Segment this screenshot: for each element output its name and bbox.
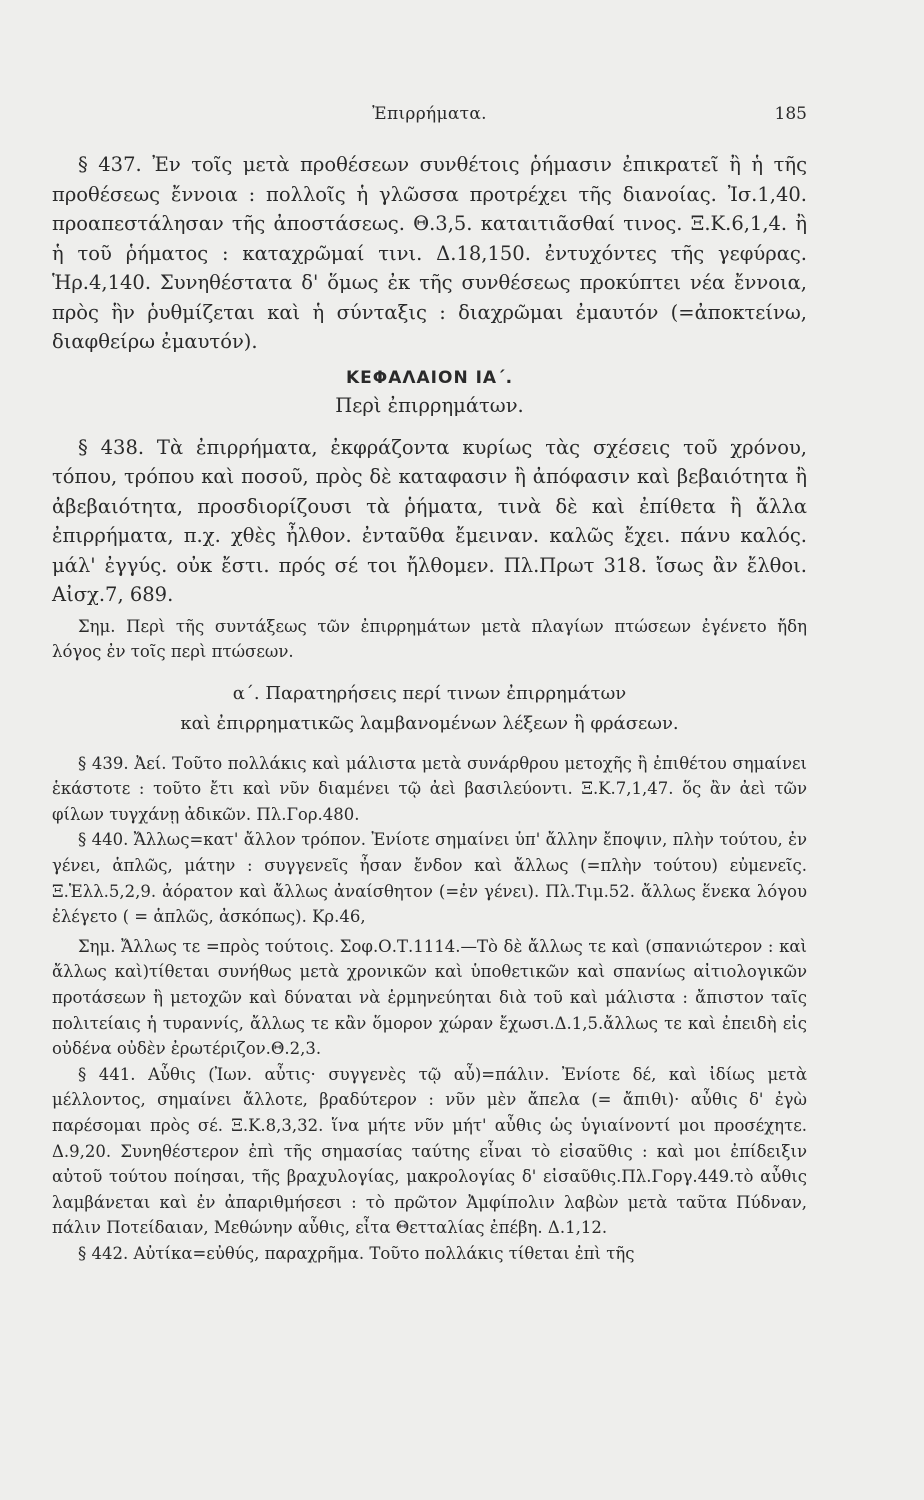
- body-text: [52, 150, 807, 1267]
- paragraph-437: § 437. Ἐν τοῖς μετὰ προθέσεων συνθέτοις ῥήμασιν ἐπικρατεῖ ἢ ἡ τῆς προθέσεως ἔννοια : πολλοῖς ἡ γλῶσσα προτρέχει τῆς διανοίας. Ἰσ.1,40. προαπεστάλησαν τῆς ἀποστάσεως. Θ.3,5. καταιτιᾶσθαί τινος. Ξ.Κ.6,1,4. ἢ ἡ τοῦ ῥήματος : καταχρῶμαί τινι. Δ.18,150. ἐντυχόντες τῆς γεφύρας. Ἡρ.4,140. Συνηθέστατα δ' ὅμως ἐκ τῆς συνθέσεως προκύπτει νέα ἔννοια, πρὸς ἣν ῥυθμίζεται καὶ ἡ σύνταξις : διαχρῶμαι ἐμαυτόν (=ἀποκτείνω, διαφθείρω ἐμαυτόν).: [52, 153, 807, 353]
- note-438: Σημ. Περὶ τῆς συντάξεως τῶν ἐπιρρημάτων μετὰ πλαγίων πτώσεων ἐγένετο ἤδη λόγος ἐν τοῖς περὶ πτώσεων.: [52, 616, 807, 662]
- note-440: Σημ. Ἄλλως τε =πρὸς τούτοις. Σοφ.Ο.Τ.1114.—Τὸ δὲ ἄλλως τε καὶ (σπανιώτερον : καὶ ἄλλως καὶ)τίθεται συνήθως μετὰ χρονικῶν καὶ ὑποθετικῶν καὶ σπανίως αἰτιολογικῶν προτάσεων ἢ μετοχῶν καὶ δύναται νὰ ἑρμηνεύηται διὰ τοῦ καὶ μάλιστα : ἄπιστον ταῖς πολιτείαις ἡ τυραννίς, ἄλλως τε κἂν ὅμορον χώραν ἔχωσι.Δ.1,5.ἄλλως τε καὶ ἐπειδὴ εἰς οὐδένα οὐδὲν ἐρωτέριζον.Θ.2,3.: [52, 936, 807, 1059]
- chapter-title: Περὶ ἐπιρρημάτων.: [335, 393, 524, 417]
- running-title: Ἐπιρρήματα.: [372, 104, 487, 124]
- page-number: 185: [774, 104, 807, 124]
- subheading-line-2: καὶ ἐπιρρηματικῶς λαμβανομένων λέξεων ἢ φράσεων.: [180, 712, 679, 734]
- subheading: [52, 679, 807, 739]
- paragraph-440: § 440. Ἄλλως=κατ' ἄλλον τρόπον. Ἐνίοτε σημαίνει ὑπ' ἄλλην ἔποψιν, πλὴν τούτου, ἐν γένει, ἁπλῶς, μάτην : συγγενεῖς ἦσαν ἔνδον καὶ ἄλλως (=πλὴν τούτου) εὐμενεῖς. Ξ.Ἑλλ.5,2,9. ἀόρατον καὶ ἄλλως ἀναίσθητον (=ἐν γένει). Πλ.Τιμ.52. ἄλλως ἕνεκα λόγου ἐλέγετο ( = ἁπλῶς, ἀσκόπως). Κρ.46,: [52, 830, 807, 927]
- paragraph-442: § 442. Αὐτίκα=εὐθύς, παραχρῆμα. Τοῦτο πολλάκις τίθεται ἐπὶ τῆς: [78, 1243, 635, 1263]
- paragraph-438: § 438. Τὰ ἐπιρρήματα, ἐκφράζοντα κυρίως τὰς σχέσεις τοῦ χρόνου, τόπου, τρόπου καὶ ποσοῦ, πρὸς δὲ καταφασιν ἢ ἀπόφασιν καὶ βεβαιότητα ἢ ἀβεβαιότητα, προσδιορίζουσι τὰ ῥήματα, τινὰ δὲ καὶ ἐπίθετα ἢ ἄλλα ἐπιρρήματα, π.χ. χθὲς ἦλθον. ἐνταῦθα ἔμειναν. καλῶς ἔχει. πάνυ καλός. μάλ' ἐγγύς. οὐκ ἔστι. πρός σέ τοι ἤλθομεν. Πλ.Πρωτ 318. ἴσως ἂν ἔλθοι. Αἰσχ.7, 689.: [52, 435, 807, 606]
- paragraph-441: § 441. Αὖθις (Ἰων. αὖτις· συγγενὲς τῷ αὖ)=πάλιν. Ἐνίοτε δέ, καὶ ἰδίως μετὰ μέλλοντος, σημαίνει ἄλλοτε, βραδύτερον : νῦν μὲν ἄπελα (= ἄπιθι)· αὖθις δ' ἐγὼ παρέσομαι πρὸς σέ. Ξ.Κ.8,3,32. ἵνα μήτε νῦν μήτ' αὖθις ὡς ὑγιαίνοντί μοι προσέχητε. Δ.9,20. Συνηθέστερον ἐπὶ τῆς σημασίας ταύτης εἶναι τὸ εἰσαῦθις : καὶ μοι ἐπίδειξιν αὐτοῦ τούτου ποίησαι, τῆς βραχυλογίας, μακρολογίας δ' εἰσαῦθις.Πλ.Γοργ.449.τὸ αὖθις λαμβάνεται καὶ ἐν ἀπαριθμήσεσι : τὸ πρῶτον Ἀμφίπολιν λαβὼν μετὰ ταῦτα Πύδναν, πάλιν Ποτείδαιαν, Μεθώνην αὖθις, εἶτα Θετταλίας ἐπέβη. Δ.1,12.: [52, 1064, 807, 1238]
- paragraph-439: § 439. Ἀεί. Τοῦτο πολλάκις καὶ μάλιστα μετὰ συνάρθρου μετοχῆς ἢ ἐπιθέτου σημαίνει ἑκάστοτε : τοῦτο ἔτι καὶ νῦν διαμένει τῷ ἀεὶ βασιλεύοντι. Ξ.Κ.7,1,47. ὅς ἂν ἀεὶ τῶν φίλων τυγχάνῃ ἀδικῶν. Πλ.Γορ.480.: [52, 753, 807, 824]
- running-head: [52, 104, 807, 134]
- subheading-line-1: α΄. Παρατηρήσεις περί τινων ἐπιρρημάτων: [232, 682, 627, 704]
- chapter-label: ΚΕΦΑΛΑΙΟΝ ΙΑ΄.: [345, 367, 514, 388]
